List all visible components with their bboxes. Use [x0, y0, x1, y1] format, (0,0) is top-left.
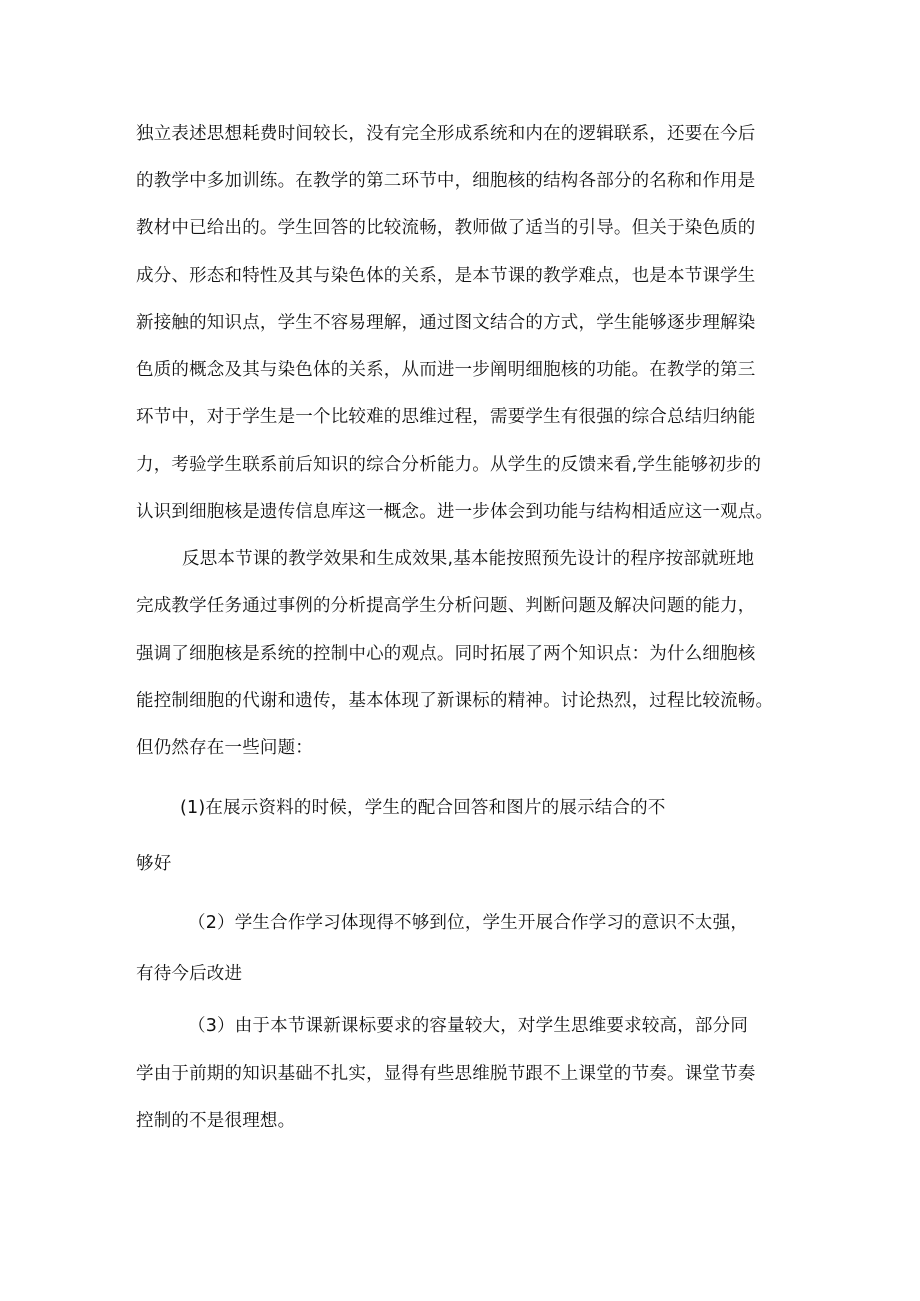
- paragraph-2-line-4: 能控制细胞的代谢和遗传，基本体现了新课标的精神。讨论热烈，过程比较流畅。: [136, 691, 774, 711]
- paragraph-1-line-8: 力，考验学生联系前后知识的综合分析能力。从学生的反馈来看,学生能够初步的: [136, 455, 762, 475]
- item-2-line-1: （2）学生合作学习体现得不够到位，学生开展合作学习的意识不太强，: [188, 913, 749, 933]
- item-2-line-2: 有待今后改进: [136, 964, 243, 984]
- paragraph-1-line-2: 的教学中多加训练。在教学的第二环节中，细胞核的结构各部分的名称和作用是: [136, 171, 756, 191]
- item-1-line-1: (1)在展示资料的时候，学生的配合回答和图片的展示结合的不: [180, 798, 666, 818]
- paragraph-1-line-7: 环节中，对于学生是一个比较难的思维过程，需要学生有很强的综合总结归纳能: [136, 407, 756, 427]
- paragraph-2-line-3: 强调了细胞核是系统的控制中心的观点。同时拓展了两个知识点：为什么细胞核: [136, 644, 756, 664]
- paragraph-1-line-4: 成分、形态和特性及其与染色体的关系，是本节课的教学难点，也是本节课学生: [136, 266, 756, 286]
- paragraph-1-line-9: 认识到细胞核是遗传信息库这一概念。进一步体会到功能与结构相适应这一观点。: [136, 502, 774, 522]
- paragraph-2-line-1: 反思本节课的教学效果和生成效果,基本能按照预先设计的程序按部就班地: [182, 549, 755, 569]
- item-3-line-3: 控制的不是很理想。: [136, 1111, 296, 1131]
- paragraph-1-line-3: 教材中已给出的。学生回答的比较流畅，教师做了适当的引导。但关于染色质的: [136, 218, 756, 238]
- paragraph-2-line-5: 但仍然存在一些问题：: [136, 738, 313, 758]
- paragraph-1-line-5: 新接触的知识点，学生不容易理解，通过图文结合的方式，学生能够逐步理解染: [136, 313, 756, 333]
- paragraph-2-line-2: 完成教学任务通过事例的分析提高学生分析问题、判断问题及解决问题的能力，: [136, 596, 756, 616]
- item-1-line-2: 够好: [136, 854, 172, 874]
- paragraph-1-line-1: 独立表述思想耗费时间较长，没有完全形成系统和内在的逻辑联系，还要在今后: [136, 124, 756, 144]
- item-3-line-2: 学由于前期的知识基础不扎实，显得有些思维脱节跟不上课堂的节奏。课堂节奏: [136, 1064, 756, 1084]
- item-3-line-1: （3）由于本节课新课标要求的容量较大，对学生思维要求较高，部分同: [188, 1016, 749, 1036]
- paragraph-1-line-6: 色质的概念及其与染色体的关系，从而进一步阐明细胞核的功能。在教学的第三: [136, 360, 756, 380]
